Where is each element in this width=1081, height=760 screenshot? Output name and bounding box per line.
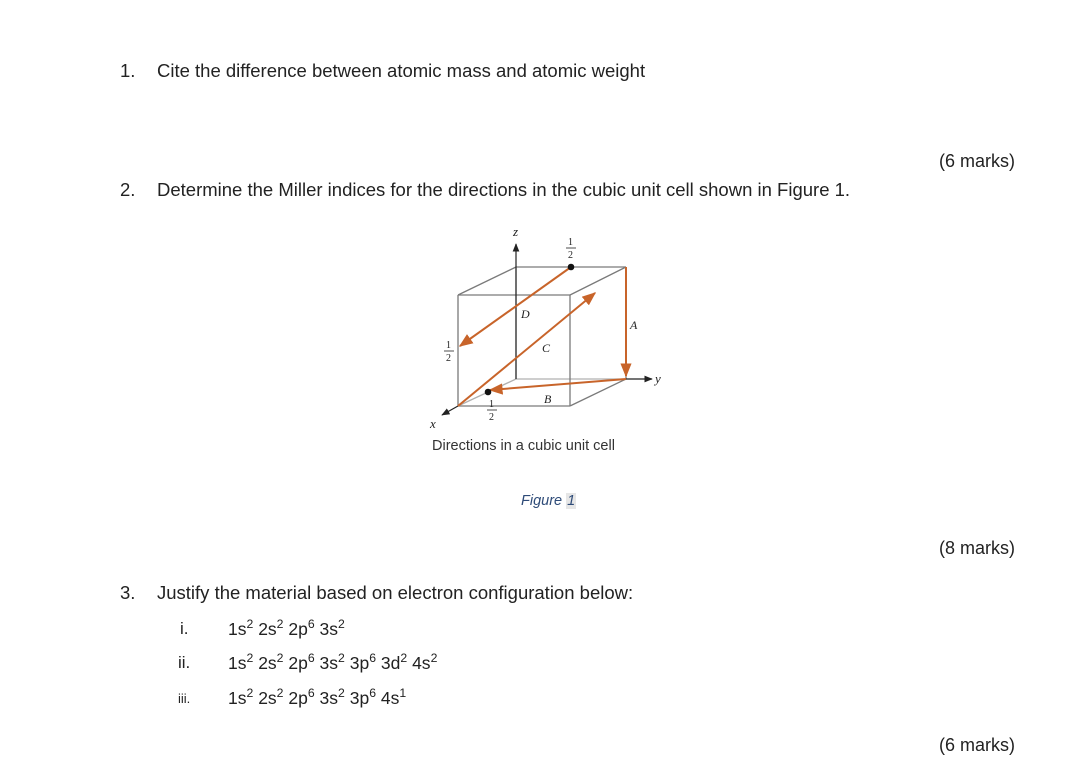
config-2-numeral: ii. — [178, 653, 191, 672]
y-axis-label: y — [655, 371, 661, 386]
question-2-marks: (8 marks) — [939, 538, 1015, 558]
config-1-electron-configuration — [228, 619, 345, 640]
point-bottom-half — [485, 389, 492, 396]
vector-b-label: B — [544, 392, 552, 406]
orbital-term: 3s — [319, 688, 339, 708]
orbital-term: 1s — [228, 619, 247, 639]
figure-label-number: 1 — [567, 493, 576, 509]
orbital-term: 3s — [319, 619, 339, 639]
orbital-electron-count: 2 — [276, 617, 284, 632]
fraction-label-left — [444, 340, 454, 364]
orbital-electron-count: 6 — [369, 651, 377, 666]
orbital-term: 4s — [380, 688, 400, 708]
question-1-marks: (6 marks) — [939, 151, 1015, 171]
question-3-number: 3. — [120, 582, 136, 603]
svg-text:2: 2 — [568, 250, 573, 261]
question-3-text: Justify the material based on electron configuration below: — [157, 582, 634, 603]
figure-caption: Directions in a cubic unit cell — [432, 438, 615, 454]
orbital-electron-count: 2 — [400, 651, 408, 666]
question-2-number: 2. — [120, 179, 136, 200]
x-axis-label: x — [430, 416, 436, 431]
orbital-electron-count: 2 — [246, 617, 254, 632]
config-3-numeral: iii. — [178, 691, 191, 706]
orbital-term: 2p — [288, 619, 308, 639]
figure-label — [521, 493, 576, 509]
fraction-label-bottom — [487, 399, 497, 423]
orbital-electron-count: 6 — [307, 686, 315, 701]
orbital-electron-count: 2 — [276, 651, 284, 666]
question-1-text: Cite the difference between atomic mass and atomic weight — [157, 60, 646, 81]
orbital-term: 4s — [412, 653, 431, 673]
orbital-electron-count: 2 — [246, 686, 254, 701]
orbital-term: 1s — [228, 653, 247, 673]
config-2-electron-configuration — [228, 653, 437, 674]
orbital-term: 2s — [258, 619, 277, 639]
x-axis — [442, 406, 458, 415]
svg-text:1: 1 — [568, 237, 573, 248]
orbital-electron-count: 6 — [307, 651, 315, 666]
question-3-marks: (6 marks) — [939, 735, 1015, 755]
orbital-term: 2p — [288, 688, 308, 708]
point-top-half — [568, 264, 575, 271]
orbital-electron-count: 6 — [369, 686, 377, 701]
vector-c-label: C — [542, 341, 551, 355]
orbital-term: 2s — [258, 688, 277, 708]
orbital-term: 3p — [349, 653, 370, 673]
vector-a-label: A — [630, 318, 638, 332]
svg-text:2: 2 — [489, 412, 494, 423]
orbital-electron-count: 2 — [430, 651, 438, 666]
orbital-term: 1s — [228, 688, 247, 708]
config-1-numeral: i. — [180, 619, 189, 638]
orbital-electron-count: 1 — [399, 686, 407, 701]
fraction-label-top — [566, 237, 576, 261]
orbital-electron-count: 2 — [338, 686, 345, 701]
vector-d-label: D — [521, 307, 530, 321]
orbital-electron-count: 6 — [307, 617, 315, 632]
orbital-electron-count: 2 — [338, 651, 345, 666]
z-axis-label: z — [513, 224, 519, 239]
figure-label-prefix: Figure — [521, 493, 563, 509]
orbital-electron-count: 2 — [246, 651, 254, 666]
orbital-term: 3d — [380, 653, 401, 673]
orbital-term: 3p — [349, 688, 370, 708]
question-2-text: Determine the Miller indices for the directions in the cubic unit cell shown in Figure 1. — [157, 179, 851, 200]
svg-text:1: 1 — [446, 340, 451, 351]
orbital-electron-count: 2 — [338, 617, 345, 632]
cubic-unit-cell-diagram — [420, 222, 670, 432]
question-1-number: 1. — [120, 60, 136, 81]
orbital-electron-count: 2 — [276, 686, 284, 701]
orbital-term: 2s — [258, 653, 277, 673]
svg-text:2: 2 — [446, 353, 451, 364]
config-3-electron-configuration — [228, 688, 406, 709]
svg-text:1: 1 — [489, 399, 494, 410]
orbital-term: 2p — [288, 653, 308, 673]
figure-1 — [420, 222, 670, 432]
orbital-term: 3s — [319, 653, 339, 673]
